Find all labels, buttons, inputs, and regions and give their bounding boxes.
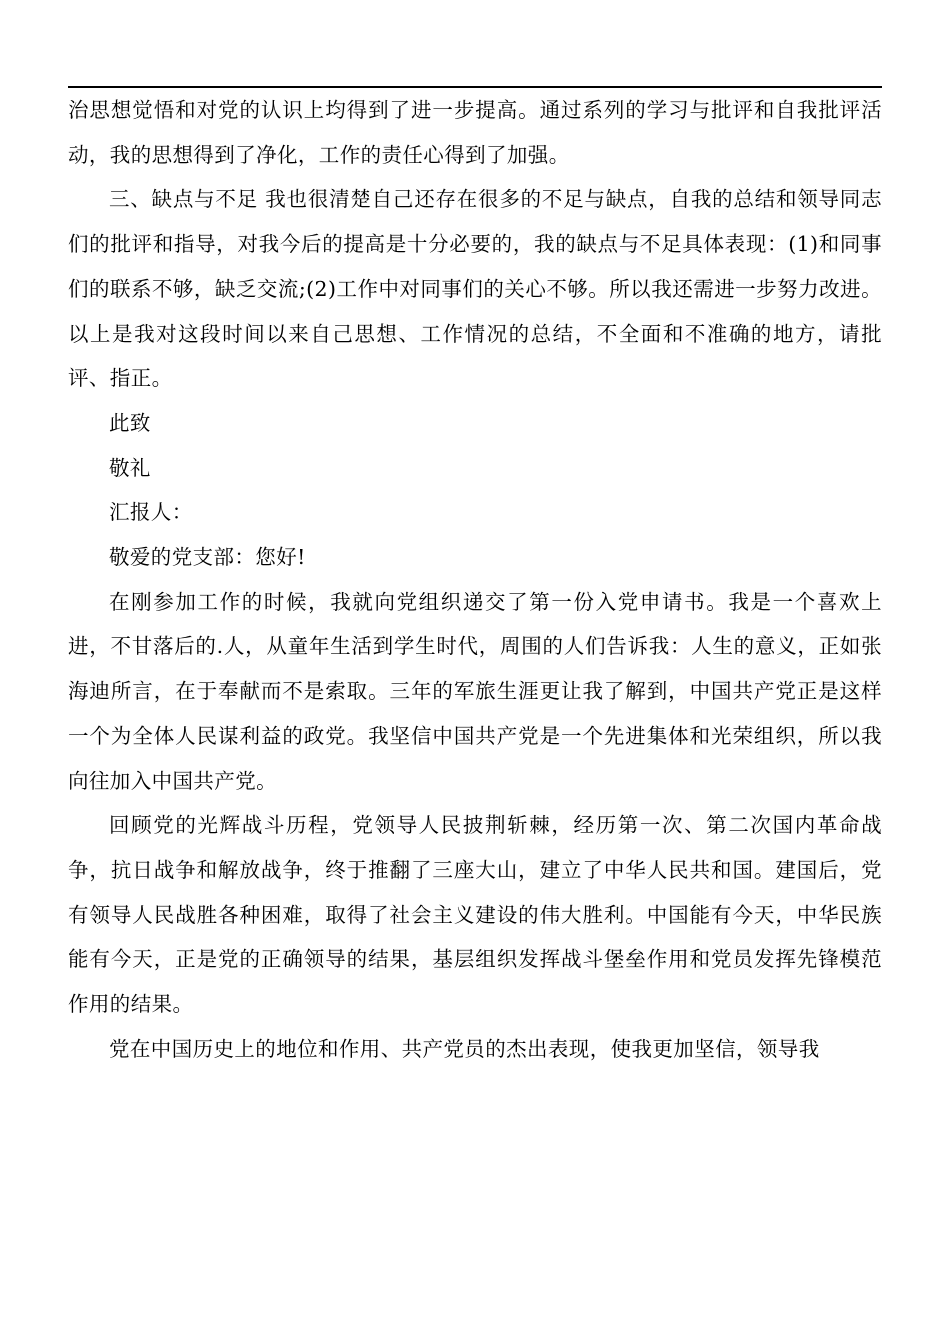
closing-regards: 敬礼 bbox=[109, 455, 151, 480]
closing-salutation: 此致 bbox=[109, 410, 151, 435]
reporter-label: 汇报人： bbox=[109, 500, 193, 525]
paragraph-2: 三、缺点与不足 我也很清楚自己还存在很多的不足与缺点，自我的总结和领导同志们的批评和指导，对我今后的提高是十分必要的，我的缺点与不足具体表现：(1)和同事们的联系不够，缺乏交流;(2)工作中对同事们的关心不够。所以我还需进一步努力改进。以上是我对这段时间以来自己思想、工作情况的总结，不全面和不准确的地方，请批评、指正。 bbox=[68, 187, 882, 391]
paragraph-8: 回顾党的光辉战斗历程，党领导人民披荆斩棘，经历第一次、第二次国内革命战争，抗日战争和解放战争，终于推翻了三座大山，建立了中华人民共和国。建国后，党有领导人民战胜各种困难，取得了社会主义建设的伟大胜利。中国能有今天，中华民族能有今天，正是党的正确领导的结果，基层组织发挥战斗堡垒作用和党员发挥先锋模范作用的结果。 bbox=[68, 813, 882, 1017]
paragraph-9: 党在中国历史上的地位和作用、共产党员的杰出表现，使我更加坚信，领导我 bbox=[109, 1036, 820, 1061]
greeting: 敬爱的党支部：您好! bbox=[109, 545, 306, 570]
paragraph-1: 治思想觉悟和对党的认识上均得到了进一步提高。通过系列的学习与批评和自我批评活动，我的思想得到了净化，工作的责任心得到了加强。 bbox=[68, 98, 882, 167]
paragraph-7: 在刚参加工作的时候，我就向党组织递交了第一份入党申请书。我是一个喜欢上进，不甘落后的.人，从童年生活到学生时代，周围的人们告诉我：人生的意义，正如张海迪所言，在于奉献而不是索取。三年的军旅生涯更让我了解到，中国共产党正是这样一个为全体人民谋利益的政党。我坚信中国共产党是一个先进集体和光荣组织，所以我向往加入中国共产党。 bbox=[68, 589, 882, 793]
document-body bbox=[68, 88, 882, 1071]
